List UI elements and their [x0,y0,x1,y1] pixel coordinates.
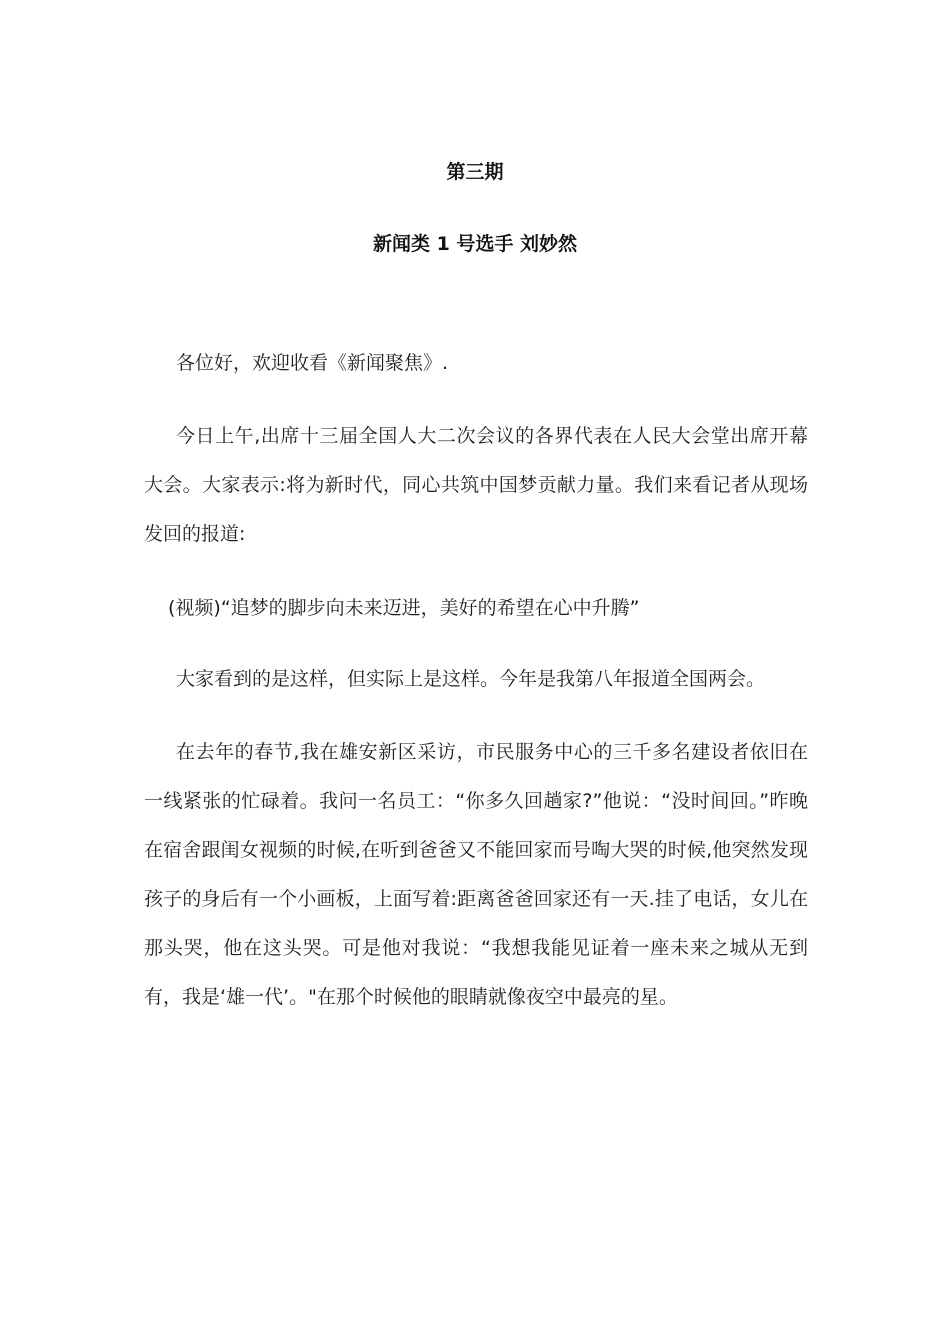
paragraph-text: 大家看到的是这样，但实际上是这样。今年是我第八年报道全国两会。 [176,668,766,690]
paragraph-eighth-year [144,655,808,704]
contestant-subtitle: 新闻类 1 号选手 刘妙然 [372,233,578,255]
paragraph-xiongan-story [144,728,808,1022]
paragraph-text: (视频)“追梦的脚步向未来迈进，美好的希望在心中升腾” [168,597,640,619]
issue-title: 第三期 [446,161,504,183]
paragraph-text: 今日上午,出席十三届全国人大二次会议的各界代表在人民大会堂出席开幕大会。大家表示:将为新时代，同心共筑中国梦贡献力量。我们来看记者从现场发回的报道: [144,425,808,545]
paragraph-opening-report [144,412,808,559]
paragraph-video [144,584,808,633]
paragraph-text: 各位好，欢迎收看《新闻聚焦》. [176,352,449,374]
paragraph-text: 在去年的春节,我在雄安新区采访，市民服务中心的三千多名建设者依旧在一线紧张的忙碌着。我问一名员工：“你多久回趟家?”他说：“没时间回。”昨晚在宿舍跟闺女视频的时候,在听到爸爸又不能回家而号啕大哭的时候,他突然发现孩子的身后有一个小画板，上面写着:距离爸爸回家还有一天.挂了电话，女儿在那头哭，他在这头哭。可是他对我说：“我想我能见证着一座未来之城从无到有，我是‘雄一代’。"在那个时候他的眼睛就像夜空中最亮的星。 [144,741,808,1008]
paragraph-greeting [144,339,808,388]
